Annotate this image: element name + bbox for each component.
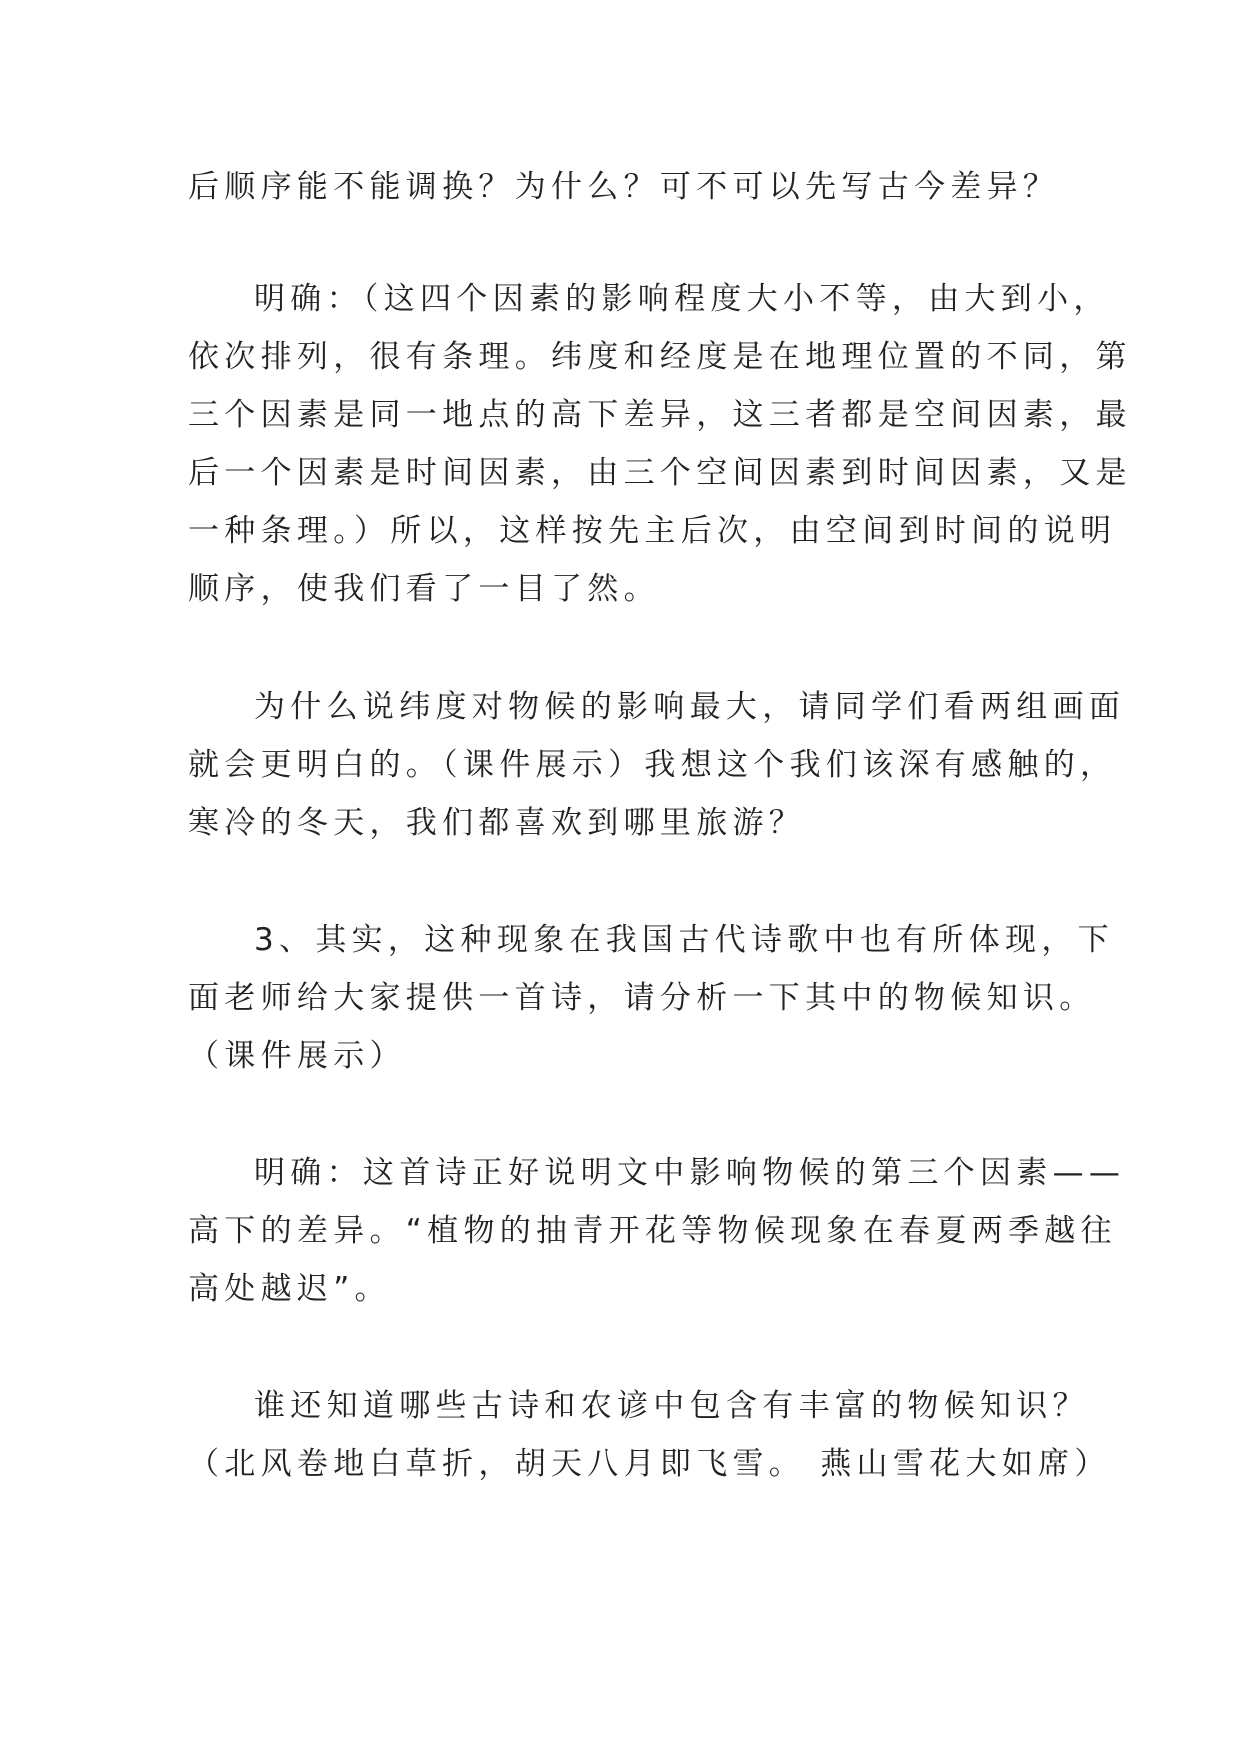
text-line: 寒冷的冬天，我们都喜欢到哪里旅游？ (188, 805, 806, 841)
paragraph-proverbs-question (188, 1377, 1111, 1493)
text-line: 3、其实，这种现象在我国古代诗歌中也有所体现，下 (254, 922, 1114, 958)
text-line: 就会更明白的。（课件展示）我想这个我们该深有感触的， (188, 747, 1117, 783)
text-line: 高处越迟”。 (188, 1271, 391, 1307)
text-line: 顺序，使我们看了一目了然。 (188, 571, 660, 607)
text-line: 面老师给大家提供一首诗，请分析一下其中的物候知识。 (188, 980, 1096, 1016)
text-line: （北风卷地白草折，胡天八月即飞雪。 燕山雪花大如席） (188, 1446, 1111, 1482)
text-line: 明确：（这四个因素的影响程度大小不等，由大到小， (254, 281, 1110, 317)
paragraph-question-order (188, 158, 1060, 216)
text-line: 后一个因素是时间因素，由三个空间因素到时间因素，又是 (188, 455, 1132, 491)
text-line: 一种条理。）所以，这样按先主后次，由空间到时间的说明 (188, 513, 1117, 549)
text-line: 依次排列，很有条理。纬度和经度是在地理位置的不同，第 (188, 339, 1132, 375)
paragraph-poem-prompt (188, 911, 1114, 1085)
paragraph-latitude-question (188, 678, 1126, 852)
paragraph-answer-altitude (188, 1144, 1126, 1318)
text-line: 高下的差异。“植物的抽青开花等物候现象在春夏两季越往 (188, 1213, 1117, 1249)
text-line: 明确：这首诗正好说明文中影响物候的第三个因素—— (254, 1155, 1126, 1191)
text-line: 三个因素是同一地点的高下差异，这三者都是空间因素，最 (188, 397, 1132, 433)
text-line: （课件展示） (188, 1038, 406, 1074)
text-line: 后顺序能不能调换？为什么？可不可以先写古今差异？ (188, 169, 1060, 205)
paragraph-answer-order (188, 270, 1132, 618)
text-line: 为什么说纬度对物候的影响最大，请同学们看两组画面 (254, 689, 1126, 725)
text-line: 谁还知道哪些古诗和农谚中包含有丰富的物候知识？ (254, 1388, 1089, 1424)
